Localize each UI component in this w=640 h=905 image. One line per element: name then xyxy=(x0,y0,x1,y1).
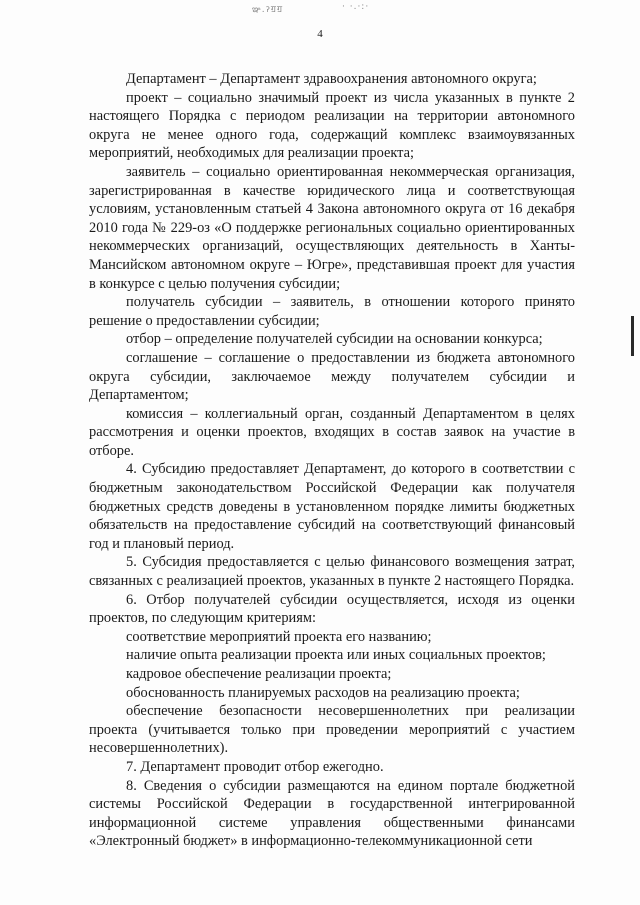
scan-artifact-right: · ·.·:· xyxy=(342,2,370,12)
criterion-1: соответствие мероприятий проекта его названию; xyxy=(126,628,432,645)
scan-margin-mark xyxy=(631,316,634,356)
definition-department: Департамент – Департамент здравоохранения автономного округа; xyxy=(126,71,537,87)
clause-6: 6. Отбор получателей субсидии осуществляется, исходя из оценки проектов, по следующим критериям: xyxy=(89,591,575,627)
scan-artifact-left: ఞ.ॽॻॻ xyxy=(252,5,284,15)
clause-8: 8. Сведения о субсидии размещаются на едином портале бюджетной системы Российской Федерации в государственной интегрированной информационной системе управления общественными финансами «Электронный бюджет» в информационно-телекоммуникационной сети xyxy=(89,777,575,850)
definition-commission: комиссия – коллегиальный орган, созданный Департаментом в целях рассмотрения и оценки проектов, входящих в состав заявок на участие в отборе. xyxy=(89,405,575,459)
criterion-4: обоснованность планируемых расходов на реализацию проекта; xyxy=(126,684,520,701)
criterion-3: кадровое обеспечение реализации проекта; xyxy=(126,666,392,682)
definition-recipient: получатель субсидии – заявитель, в отношении которого принято решение о предоставлении субсидии; xyxy=(89,294,575,329)
page-number: 4 xyxy=(317,28,323,40)
criterion-5: обеспечение безопасности несовершеннолетних при реализации проекта (учитывается только при проведении мероприятий с участием несовершеннолетних). xyxy=(89,703,575,757)
definition-applicant: заявитель – социально ориентированная некоммерческая организация, зарегистрированная в качестве юридического лица и соответствующая условиям, установленным статьей 4 Закона автономного округа от 16 декабря 2010 года № 229-оз «О поддержке региональных социально ориентированных некоммерческих организаций, осуществляющих деятельность в Ханты-Мансийском автономном округе – Югре», представившая проект для участия в конкурсе с целью получения субсидии; xyxy=(89,163,575,292)
definition-agreement: соглашение – соглашение о предоставлении из бюджета автономного округа субсидии, заключаемое между получателем субсидии и Департаментом; xyxy=(89,349,575,404)
document-body xyxy=(89,70,575,851)
clause-4: 4. Субсидию предоставляет Департамент, до которого в соответствии с бюджетным законодательством Российской Федерации как получателя бюджетных средств доведены в установленном порядке лимиты бюджетных обязательств на предоставление субсидий на соответствующий финансовый год и плановый период. xyxy=(89,461,575,552)
criterion-2: наличие опыта реализации проекта или иных социальных проектов; xyxy=(126,647,546,664)
clause-5: 5. Субсидия предоставляется с целью финансового возмещения затрат, связанных с реализацией проектов, указанных в пункте 2 настоящего Порядка. xyxy=(89,554,575,590)
clause-7: 7. Департамент проводит отбор ежегодно. xyxy=(126,758,384,775)
definition-selection: отбор – определение получателей субсидии на основании конкурса; xyxy=(126,331,543,348)
definition-project: проект – социально значимый проект из числа указанных в пункте 2 настоящего Порядка с периодом реализации на территории автономного округа не менее одного года, содержащий комплекс взаимоувязанных мероприятий, необходимых для реализации проекта; xyxy=(89,89,575,162)
